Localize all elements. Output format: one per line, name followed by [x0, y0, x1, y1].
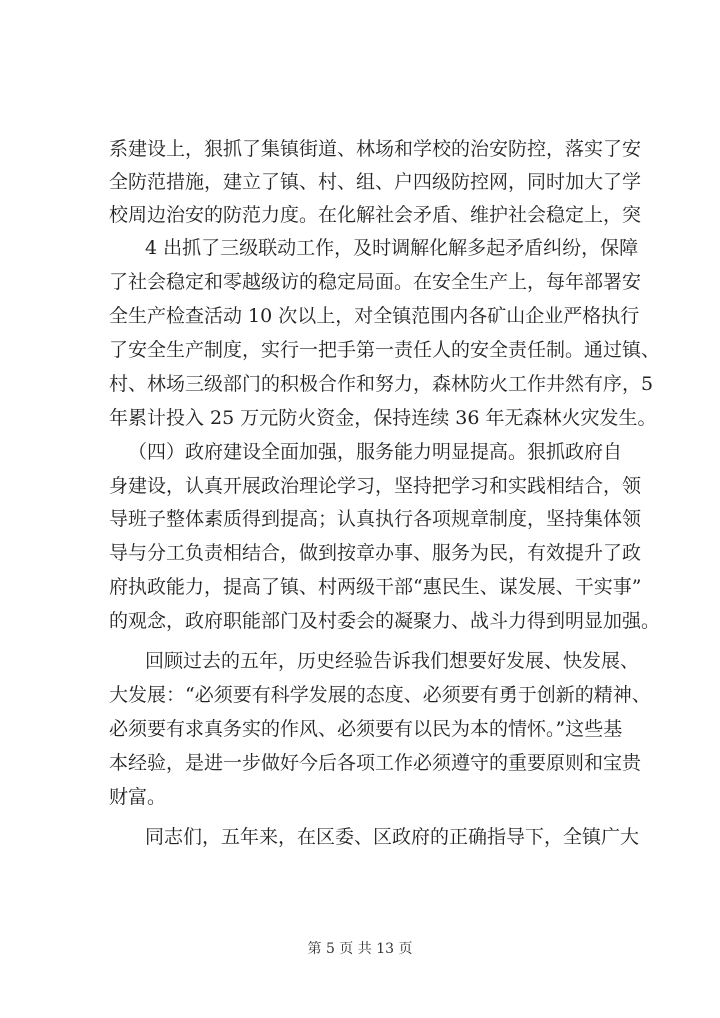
text-line: 4 出抓了三级联动工作，及时调解化解多起矛盾纠纷，保障	[145, 237, 639, 259]
text-line: 本经验，是进一步做好今后各项工作必须遵守的重要原则和宝贵	[109, 752, 642, 774]
text-line: 全防范措施，建立了镇、村、组、户四级防控网，同时加大了学	[109, 171, 642, 193]
text-line: 了安全生产制度，实行一把手第一责任人的安全责任制。通过镇、	[109, 339, 661, 361]
section-heading-line: （四）政府建设全面加强，服务能力明显提高。狠抓政府自	[128, 441, 623, 463]
text-line: 身建设，认真开展政治理论学习，坚持把学习和实践相结合，领	[109, 475, 642, 497]
page-footer: 第 5 页 共 13 页	[307, 941, 413, 957]
text-line: 同志们，五年来，在区委、区政府的正确指导下，全镇广大	[145, 826, 640, 848]
text-line: 校周边治安的防范力度。在化解社会矛盾、维护社会稳定上，突	[109, 204, 642, 226]
text-line: 府执政能力，提高了镇、村两级干部“惠民生、谋发展、干实事”	[109, 576, 642, 598]
text-line: 大发展：“必须要有科学发展的态度、必须要有勇于创新的精神、	[109, 684, 651, 706]
text-line: 的观念，政府职能部门及村委会的凝聚力、战斗力得到明显加强。	[109, 610, 661, 632]
text-line: 村、林场三级部门的积极合作和努力，森林防火工作井然有序，5	[109, 373, 654, 395]
text-line: 全生产检查活动 10 次以上，对全镇范围内各矿山企业严格执行	[109, 305, 640, 327]
text-line: 系建设上，狠抓了集镇街道、林场和学校的治安防控，落实了安	[109, 138, 642, 160]
text-line: 财富。	[109, 786, 167, 808]
text-line: 回顾过去的五年，历史经验告诉我们想要好发展、快发展、	[145, 650, 640, 672]
text-line: 了社会稳定和零越级访的稳定局面。在安全生产上，每年部署安	[109, 271, 642, 293]
text-line: 年累计投入 25 万元防火资金，保持连续 36 年无森林火灾发生。	[109, 407, 657, 429]
text-line: 导班子整体素质得到提高；认真执行各项规章制度，坚持集体领	[109, 508, 642, 530]
text-line: 导与分工负责相结合，做到按章办事、服务为民，有效提升了政	[109, 542, 642, 564]
text-line: 必须要有求真务实的作风、必须要有以民为本的情怀。”这些基	[109, 718, 623, 740]
